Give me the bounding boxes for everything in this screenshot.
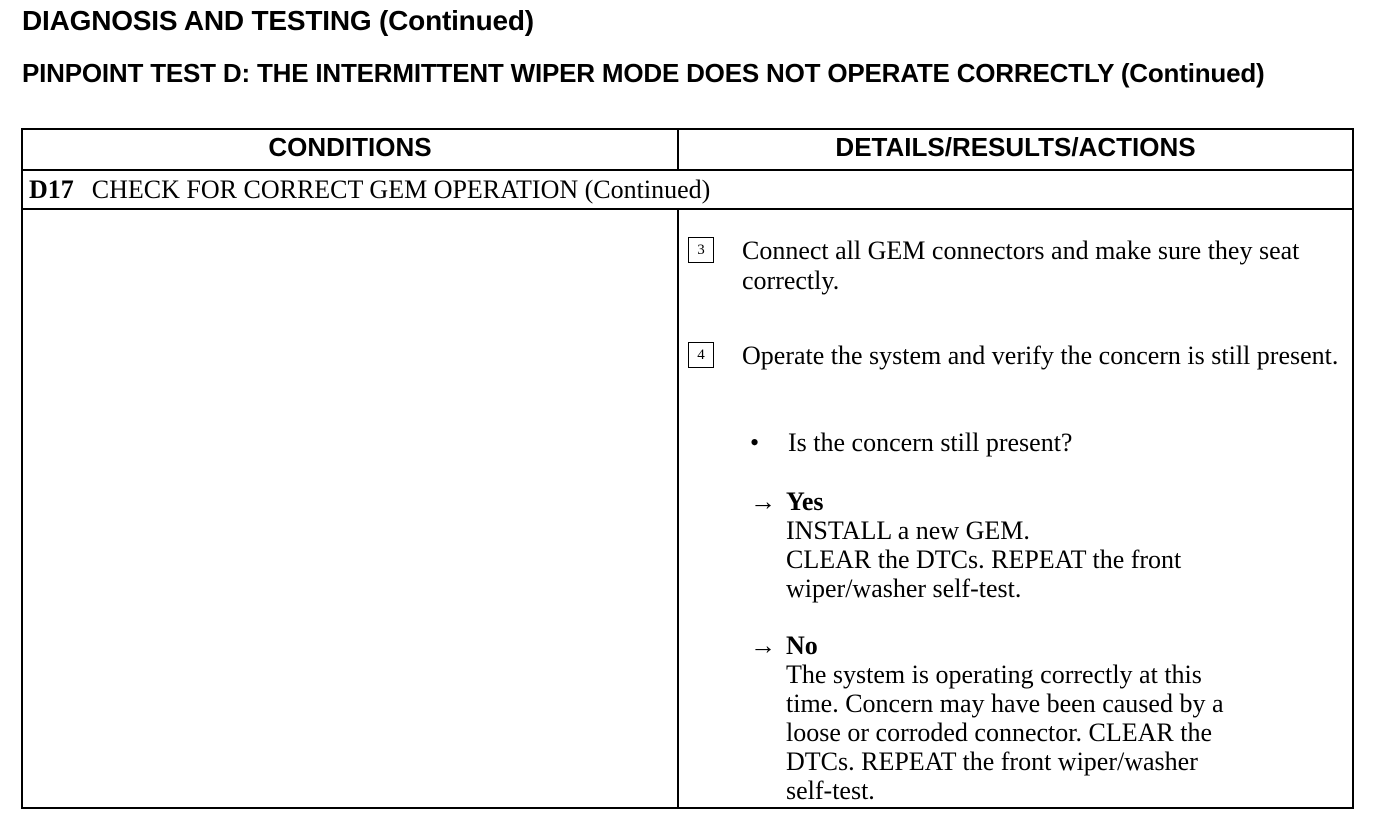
result-line: wiper/washer self-test. bbox=[786, 574, 1022, 603]
result-line: DTCs. REPEAT the front wiper/washer bbox=[786, 747, 1198, 776]
result-line: The system is operating correctly at this bbox=[786, 660, 1202, 689]
result-line: time. Concern may have been caused by a bbox=[786, 689, 1224, 718]
step-number: D17 bbox=[29, 175, 74, 204]
step-row bbox=[29, 175, 710, 205]
step-title: CHECK FOR CORRECT GEM OPERATION bbox=[91, 175, 579, 204]
question-text: Is the concern still present? bbox=[788, 428, 1073, 457]
result-label: No bbox=[786, 631, 818, 660]
result-line: INSTALL a new GEM. bbox=[786, 516, 1030, 545]
result-yes bbox=[786, 487, 1326, 603]
step-continued: (Continued) bbox=[584, 175, 711, 204]
step-row-divider bbox=[23, 208, 1352, 210]
arrow-right-icon: → bbox=[750, 631, 776, 660]
substep-number-box: 3 bbox=[688, 237, 714, 263]
arrow-right-icon: → bbox=[750, 487, 776, 516]
header-row-divider bbox=[23, 169, 1352, 171]
result-line: loose or corroded connector. CLEAR the bbox=[786, 718, 1212, 747]
result-no bbox=[786, 631, 1326, 805]
details-column-header: DETAILS/RESULTS/ACTIONS bbox=[835, 132, 1196, 162]
substep-text: Connect all GEM connectors and make sure they seat correctly. bbox=[742, 236, 1300, 295]
column-divider-body bbox=[677, 208, 679, 807]
substep-number-box: 4 bbox=[688, 342, 714, 368]
substep-text: Operate the system and verify the concern is still present. bbox=[742, 341, 1339, 370]
page-title: DIAGNOSIS AND TESTING (Continued) bbox=[22, 5, 534, 36]
pinpoint-test-title: PINPOINT TEST D: THE INTERMITTENT WIPER MODE DOES NOT OPERATE CORRECTLY (Continued) bbox=[22, 58, 1265, 88]
conditions-column-header: CONDITIONS bbox=[268, 132, 432, 162]
result-line: self-test. bbox=[786, 776, 875, 805]
bullet-icon: • bbox=[750, 428, 760, 457]
result-label: Yes bbox=[786, 487, 824, 516]
result-line: CLEAR the DTCs. REPEAT the front bbox=[786, 545, 1182, 574]
